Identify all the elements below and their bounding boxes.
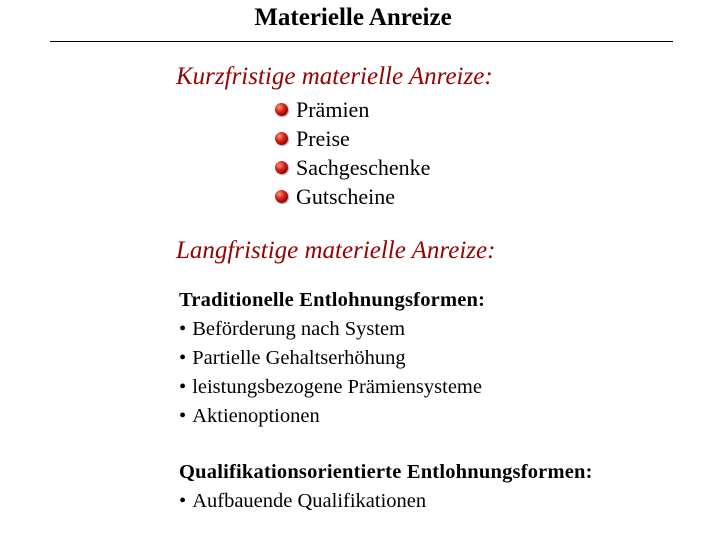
red-ball-bullet-icon <box>275 103 288 116</box>
list-item-label: Prämien <box>296 97 370 122</box>
qualification-compensation-block <box>179 458 593 516</box>
qualification-item: • Aufbauende Qualifikationen <box>179 487 593 516</box>
red-ball-bullet-icon <box>275 190 288 203</box>
traditional-item: • Partielle Gehaltserhöhung <box>179 344 485 373</box>
traditional-heading: Traditionelle Entlohnungsformen: <box>179 289 486 311</box>
long-term-heading: Langfristige materielle Anreize: <box>176 237 496 264</box>
list-item-label: Gutscheine <box>296 184 395 209</box>
list-item <box>275 95 430 124</box>
list-item-label: Preise <box>296 126 350 151</box>
short-term-heading: Kurzfristige materielle Anreize: <box>176 63 493 90</box>
traditional-compensation-block <box>179 286 485 431</box>
list-item-label: Sachgeschenke <box>296 155 431 180</box>
qualification-heading: Qualifikationsorientierte Entlohnungsformen: <box>179 461 593 483</box>
red-ball-bullet-icon <box>275 161 288 174</box>
traditional-item: • leistungsbezogene Prämiensysteme <box>179 373 485 402</box>
list-item <box>275 182 430 211</box>
red-ball-bullet-icon <box>275 132 288 145</box>
list-item <box>275 124 430 153</box>
short-term-list <box>275 95 430 211</box>
traditional-item: • Aktienoptionen <box>179 402 485 431</box>
list-item <box>275 153 430 182</box>
title-divider <box>50 41 673 42</box>
traditional-item: • Beförderung nach System <box>179 315 485 344</box>
slide-title: Materielle Anreize <box>254 4 452 31</box>
